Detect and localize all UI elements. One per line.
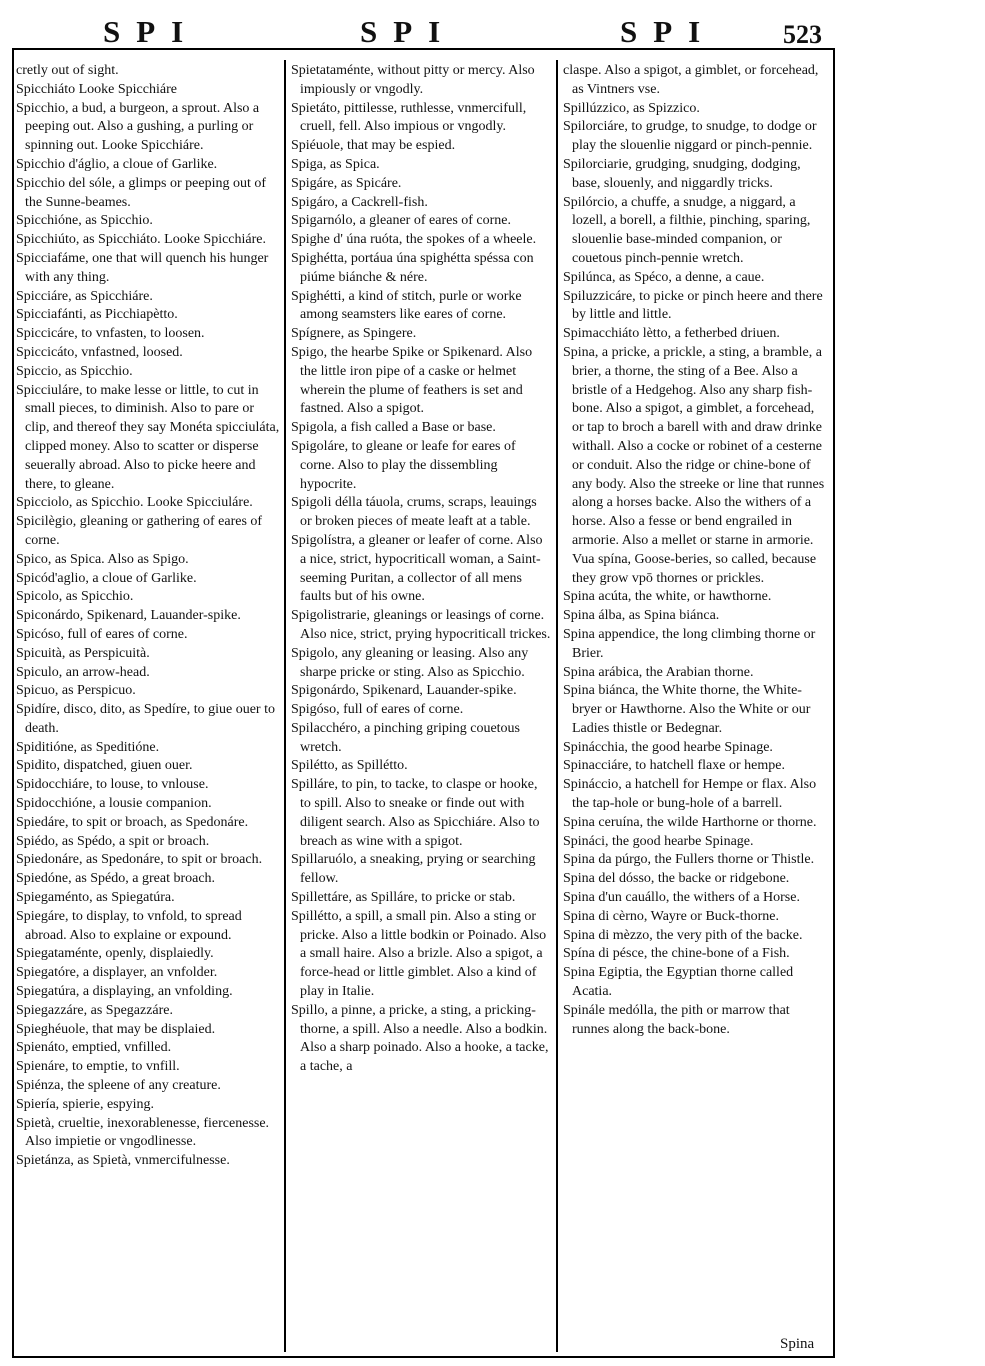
entry-text: Spiegatóre, a displayer, an vnfolder.: [16, 965, 218, 981]
entry-text: Spigo, the hearbe Spike or Spikenard. Also the little iron pipe of a caske or helmet wherein the plume of feathers is set and fastned. Also a spigot.: [291, 344, 536, 417]
entry-text: Spicchio, a bud, a burgeon, a sprout. Also a peeping out. Also a gushing, a purling or spinning out. Looke Spicchiáre.: [16, 100, 263, 154]
dictionary-entry: [291, 1002, 551, 1077]
dictionary-entry: [16, 494, 280, 513]
dictionary-entry: [16, 250, 280, 288]
entry-text: Spillaruólo, a sneaking, prying or searching fellow.: [291, 852, 540, 887]
entry-text: Spighétti, a kind of stitch, purle or worke among seamsters like eares of corne.: [291, 288, 526, 323]
dictionary-entry: [291, 532, 551, 607]
entry-text: Spicchio d'áglio, a cloue of Garlike.: [16, 156, 218, 172]
dictionary-entry: [16, 814, 280, 833]
entry-text: Spillúzzico, as Spizzico.: [563, 100, 700, 116]
entry-text: claspe. Also a spigot, a gimblet, or forcehead, as Vintners vse.: [563, 63, 822, 97]
entry-text: Spiegataménte, openly, displaiedly.: [16, 946, 214, 962]
dictionary-entry: [16, 776, 280, 795]
entry-text: Spietánza, as Spietà, vnmercifulnesse.: [16, 1153, 230, 1169]
running-head-right: SPI: [620, 14, 717, 49]
entry-text: Spina del dósso, the backe or ridgebone.: [563, 871, 790, 887]
entry-text: Spilétto, as Spillétto.: [291, 758, 408, 774]
entry-text: Spimacchiáto lètto, a fetherbed driuen.: [563, 326, 780, 342]
dictionary-entry: [291, 175, 551, 194]
entry-text: Spilorciáre, to grudge, to snudge, to dodge or play the slouenlie niggard or pinch-pennie.: [563, 119, 821, 154]
dictionary-entry: [291, 908, 551, 1002]
dictionary-entry: [563, 682, 825, 738]
dictionary-entry: [16, 156, 280, 175]
entry-text: Spilórcio, a chuffe, a snudge, a niggard, a lozell, a borell, a filthie, pinching, sparing, slouenlie base-minded companion, or couetous pinch-pennie wretch.: [563, 194, 814, 266]
dictionary-entry: [563, 776, 825, 814]
entry-text: Spicilègio, gleaning or gathering of eares of corne.: [16, 514, 266, 548]
dictionary-entry: [291, 419, 551, 438]
dictionary-entry: [291, 757, 551, 776]
dictionary-entry: [16, 908, 280, 946]
dictionary-entry: [563, 739, 825, 758]
dictionary-entry: [16, 889, 280, 908]
dictionary-entry: [291, 62, 551, 100]
entry-text: Spigoláre, to gleane or leafe for eares of corne. Also to play the dissembling hypocrite.: [291, 438, 520, 492]
entry-text: Spigolo, any gleaning or leasing. Also any sharpe pricke or sting. Also as Spicchio.: [291, 645, 532, 680]
dictionary-entry: [291, 889, 551, 908]
dictionary-entry: [291, 682, 551, 701]
entry-text: Spienáto, emptied, vnfilled.: [16, 1040, 172, 1056]
dictionary-entry: [291, 344, 551, 419]
dictionary-entry: [16, 739, 280, 758]
entry-text: Spietáto, pittilesse, ruthlesse, vnmercifull, cruell, fell. Also impious or vngodly.: [291, 100, 530, 135]
dictionary-entry: [291, 438, 551, 494]
dictionary-entry: [16, 1002, 280, 1021]
dictionary-entry: [563, 269, 825, 288]
entry-text: Spicuo, as Perspicuo.: [16, 683, 136, 699]
entry-text: Spieghéuole, that may be displaied.: [16, 1021, 216, 1037]
dictionary-entry: [563, 588, 825, 607]
catchword: Spina: [780, 1336, 815, 1352]
entry-text: Spinále medólla, the pith or marrow that runnes along the back-bone.: [563, 1002, 794, 1037]
entry-text: Spigola, a fish called a Base or base.: [291, 420, 496, 436]
entry-text: Spilorciarie, grudging, snudging, dodging, base, slouenly, and niggardly tricks.: [563, 156, 805, 191]
entry-text: Spiluzzicáre, to picke or pinch heere and there by little and little.: [563, 288, 827, 323]
entry-text: Spina di cèrno, Wayre or Buck-thorne.: [563, 908, 779, 924]
entry-text: Spigolistrarie, gleanings or leasings of corne. Also nice, strict, prying hypocriticall trickes.: [291, 608, 551, 642]
dictionary-entry: [16, 212, 280, 231]
entry-text: Spicchiúto, as Spicchiáto. Looke Spicchiáre.: [16, 232, 266, 248]
entry-text: Spiculo, an arrow-head.: [16, 664, 150, 680]
entry-text: Spiccicáto, vnfastned, loosed.: [16, 344, 183, 360]
entry-text: Spina álba, as Spina biánca.: [563, 608, 720, 624]
dictionary-entry: [563, 927, 825, 946]
entry-text: Spicchióne, as Spicchio.: [16, 213, 153, 229]
column-2: [291, 62, 551, 1342]
entry-text: Spicciafáme, one that will quench his hunger with any thing.: [16, 250, 272, 285]
dictionary-entry: [16, 1021, 280, 1040]
entry-text: Spiéuole, that may be espied.: [291, 138, 456, 154]
running-head-left: SPI: [103, 14, 200, 49]
dictionary-entry: [563, 945, 825, 964]
entry-text: Spighétta, portáua úna spighétta spéssa con piúme biánche & nére.: [291, 250, 538, 285]
dictionary-entry: [16, 363, 280, 382]
entry-text: Spico, as Spica. Also as Spigo.: [16, 551, 189, 567]
dictionary-entry: [291, 494, 551, 532]
entry-text: Spicolo, as Spicchio.: [16, 589, 134, 605]
entry-text: Spilacchéro, a pinching griping couetous wretch.: [291, 720, 524, 755]
entry-text: Spicód'aglio, a cloue of Garlike.: [16, 570, 197, 586]
entry-text: Spiénza, the spleene of any creature.: [16, 1078, 221, 1094]
dictionary-entry: [563, 757, 825, 776]
entry-text: Spidito, dispatched, giuen ouer.: [16, 758, 193, 774]
dictionary-entry: [563, 156, 825, 194]
entry-text: Spicuità, as Perspicuità.: [16, 645, 150, 661]
dictionary-entry: [16, 1077, 280, 1096]
entry-text: Spietà, crueltie, inexorablenesse, fiercenesse. Also impietie or vngodlinesse.: [16, 1115, 272, 1150]
dictionary-entry: [16, 626, 280, 645]
entry-text: Spiegáre, to display, to vnfold, to spread abroad. Also to explaine or expound.: [16, 908, 246, 943]
entry-text: Spiegaménto, as Spiegatúra.: [16, 890, 175, 906]
entry-text: Spígnere, as Spingere.: [291, 326, 417, 342]
entry-text: Spillo, a pinne, a pricke, a sting, a pricking-thorne, a spill. Also a needle. Also a bodkin. Also a sharp poinado. Also a hooke, a tacke, a tache, a: [291, 1002, 552, 1075]
dictionary-entry: [16, 231, 280, 250]
dictionary-entry: [563, 607, 825, 626]
entry-text: Spigáro, a Cackrell-fish.: [291, 194, 428, 210]
dictionary-entry: [563, 325, 825, 344]
dictionary-entry: [16, 1152, 280, 1171]
entry-text: Spigonárdo, Spikenard, Lauander-spike.: [291, 683, 517, 699]
dictionary-entry: [16, 964, 280, 983]
entry-text: Spicchio del sóle, a glimps or peeping out of the Sunne-beames.: [16, 175, 270, 210]
dictionary-entry: [16, 701, 280, 739]
dictionary-entry: [16, 983, 280, 1002]
entry-text: Spína di pésce, the chine-bone of a Fish.: [563, 946, 790, 962]
dictionary-entry: [563, 344, 828, 588]
entry-text: Spinácchia, the good hearbe Spinage.: [563, 739, 773, 755]
entry-text: Spidocchióne, a lousie companion.: [16, 796, 212, 812]
entry-text: Spicciolo, as Spicchio. Looke Spicciuláre.: [16, 495, 253, 511]
entry-text: Spiedáre, to spit or broach, as Spedonáre.: [16, 814, 249, 830]
dictionary-entry: [16, 325, 280, 344]
entry-text: Spilláre, to pin, to tacke, to claspe or hooke, to spill. Also to sneake or finde out with diligent search. Also as Spicchiáre. Also to breach as wine with a spigot.: [291, 777, 544, 849]
dictionary-entry: [16, 870, 280, 889]
dictionary-entry: [291, 851, 551, 889]
entry-text: Spiédo, as Spédo, a spit or broach.: [16, 833, 210, 849]
dictionary-entry: [563, 870, 825, 889]
page-number: 523: [783, 20, 822, 49]
entry-text: Spina d'un cauállo, the withers of a Horse.: [563, 890, 800, 906]
dictionary-entry: [16, 344, 280, 363]
entry-text: Spináccio, a hatchell for Hempe or flax. Also the tap-hole or bung-hole of a barrell.: [563, 777, 820, 812]
dictionary-entry: [563, 118, 825, 156]
dictionary-entry: [16, 1115, 280, 1153]
entry-text: Spina ceruína, the wilde Harthorne or thorne.: [563, 814, 817, 830]
entry-text: Spighe d' úna ruóta, the spokes of a wheele.: [291, 232, 537, 248]
dictionary-entry: [563, 833, 825, 852]
dictionary-entry: [563, 964, 825, 1002]
dictionary-entry: [563, 908, 825, 927]
entry-text: Spigoli délla táuola, crums, scraps, leauings or broken pieces of meate leaft at a table.: [291, 495, 541, 530]
dictionary-entry: [291, 194, 551, 213]
dictionary-entry: [291, 288, 551, 326]
entry-text: Spinacciáre, to hatchell flaxe or hempe.: [563, 758, 785, 774]
entry-text: Spicóso, full of eares of corne.: [16, 626, 188, 642]
entry-text: Spináci, the good hearbe Spinage.: [563, 833, 754, 849]
dictionary-entry: [291, 100, 551, 138]
dictionary-entry: [563, 814, 825, 833]
entry-text: cretly out of sight.: [16, 63, 119, 78]
dictionary-entry: [563, 851, 825, 870]
column-3: [563, 62, 828, 1342]
entry-text: Spiconárdo, Spikenard, Lauander-spike.: [16, 608, 241, 624]
entry-text: Spicciáre, as Spicchiáre.: [16, 288, 153, 304]
entry-text: Spina, a pricke, a prickle, a sting, a bramble, a brier, a thorne, the sting of a Bee. Also a bristle of a Hedgehog. Also any sharp fish-bone. Also a spigot, a gimblet, a forcehead, or tap to broch a barell with and draw drinke withall. Also a cocke or robinet of a cesterne or conduit. Also the ridge or chine-bone of any body. Also the streeke or line that runnes along a horses backe. Also the withers of a horse. Also a fesse or bend engrailed in armorie. Also a mellet or starne in armorie. Vua spína, Goose-beries, so called, because they grow vpō thornes or prickles.: [563, 344, 828, 586]
dictionary-entry: [291, 325, 551, 344]
entry-text: Spigolístra, a gleaner or leafer of corne. Also a nice, strict, hypocriticall woman, a Saint-seeming Puritan, a collector of all mens faults but of his owne.: [291, 532, 547, 605]
entry-text: Spicciuláre, to make lesse or little, to cut in small pieces, to diminish. Also to pare or clip, and thereof they say Monéta spicciuláta, clipped money. Also to scatter or disperse seuerally abroad. Also to picke heere and there, to gleane.: [16, 382, 283, 492]
column-1: [16, 62, 283, 1342]
dictionary-entry: [563, 889, 825, 908]
entry-text: Spiegazzáre, as Spegazzáre.: [16, 1002, 174, 1018]
dictionary-entry: [16, 288, 280, 307]
entry-text: Spina arábica, the Arabian thorne.: [563, 664, 754, 680]
entry-text: Spiccicáre, to vnfasten, to loosen.: [16, 326, 205, 342]
dictionary-entry: [16, 62, 280, 81]
entry-text: Spigarnólo, a gleaner of eares of corne.: [291, 213, 512, 229]
dictionary-entry: [16, 588, 280, 607]
entry-text: Spillétto, a spill, a small pin. Also a sting or pricke. Also a little bodkin or Poinado. Also a small haire. Also a brizle. Also a spigot, a force-head or little gimblet. Also a kind of play in Italie.: [291, 908, 550, 1000]
dictionary-entry: [16, 306, 280, 325]
dictionary-entry: [16, 382, 283, 495]
dictionary-entry: [16, 570, 280, 589]
entry-text: Spicciafánti, as Picchiapètto.: [16, 307, 178, 323]
column-rule-2: [556, 60, 558, 1352]
entry-text: Spigáre, as Spicáre.: [291, 175, 402, 191]
dictionary-entry: [16, 851, 280, 870]
entry-text: Spiería, spierie, espying.: [16, 1096, 155, 1112]
entry-text: Spidocchiáre, to louse, to vnlouse.: [16, 777, 209, 793]
entry-text: Spillettáre, as Spilláre, to pricke or stab.: [291, 890, 516, 906]
entry-text: Spicchiáto Looke Spicchiáre: [16, 81, 177, 97]
entry-text: Spina Egiptia, the Egyptian thorne called Acatia.: [563, 965, 796, 1000]
dictionary-entry: [16, 1096, 280, 1115]
dictionary-entry: [16, 513, 280, 551]
entry-text: Spietataménte, without pitty or mercy. Also impiously or vngodly.: [291, 63, 539, 97]
entry-text: Spiditióne, as Speditióne.: [16, 739, 160, 755]
dictionary-entry: [563, 62, 825, 100]
dictionary-entry: [291, 701, 551, 720]
entry-text: Spiedóne, as Spédo, a great broach.: [16, 871, 216, 887]
dictionary-entry: [16, 175, 280, 213]
dictionary-entry: [16, 645, 280, 664]
dictionary-entry: [563, 100, 825, 119]
dictionary-entry: [16, 664, 280, 683]
entry-text: Spina appendice, the long climbing thorne or Brier.: [563, 626, 819, 661]
entry-text: Spilúnca, as Spéco, a denne, a caue.: [563, 269, 765, 285]
dictionary-entry: [16, 945, 280, 964]
entry-text: Spina di mèzzo, the very pith of the backe.: [563, 927, 803, 943]
entry-text: Spigóso, full of eares of corne.: [291, 702, 464, 718]
dictionary-entry: [291, 645, 551, 683]
dictionary-entry: [291, 156, 551, 175]
entry-text: Spiegatúra, a displaying, an vnfolding.: [16, 984, 233, 1000]
dictionary-entry: [291, 231, 551, 250]
dictionary-entry: [16, 100, 280, 156]
column-rule-1: [284, 60, 286, 1352]
dictionary-entry: [16, 795, 280, 814]
entry-text: Spiccio, as Spicchio.: [16, 363, 133, 379]
dictionary-entry: [16, 1058, 280, 1077]
dictionary-entry: [291, 776, 551, 851]
dictionary-entry: [16, 757, 280, 776]
dictionary-entry: [291, 250, 551, 288]
dictionary-entry: [16, 551, 280, 570]
dictionary-entry: [291, 212, 551, 231]
dictionary-entry: [563, 664, 825, 683]
entry-text: Spiga, as Spica.: [291, 156, 380, 172]
dictionary-entry: [16, 81, 280, 100]
dictionary-entry: [16, 607, 280, 626]
entry-text: Spina da púrgo, the Fullers thorne or Thistle.: [563, 852, 815, 868]
entry-text: Spienáre, to emptie, to vnfill.: [16, 1059, 180, 1075]
dictionary-entry: [291, 607, 551, 645]
dictionary-entry: [563, 288, 825, 326]
dictionary-entry: [563, 1002, 825, 1040]
dictionary-entry: [563, 194, 825, 269]
entry-text: Spina biánca, the White thorne, the White-bryer or Hawthorne. Also the White or our Ladies thistle or Bedegnar.: [563, 683, 814, 736]
dictionary-entry: [291, 720, 551, 758]
dictionary-entry: [16, 682, 280, 701]
dictionary-entry: [563, 626, 825, 664]
entry-text: Spidíre, disco, dito, as Spedíre, to giue ouer to death.: [16, 702, 279, 736]
dictionary-entry: [291, 137, 551, 156]
running-head-center: SPI: [360, 14, 457, 49]
dictionary-entry: [16, 1039, 280, 1058]
entry-text: Spiedonáre, as Spedonáre, to spit or broach.: [16, 852, 263, 868]
entry-text: Spina acúta, the white, or hawthorne.: [563, 589, 772, 605]
dictionary-entry: [16, 833, 280, 852]
